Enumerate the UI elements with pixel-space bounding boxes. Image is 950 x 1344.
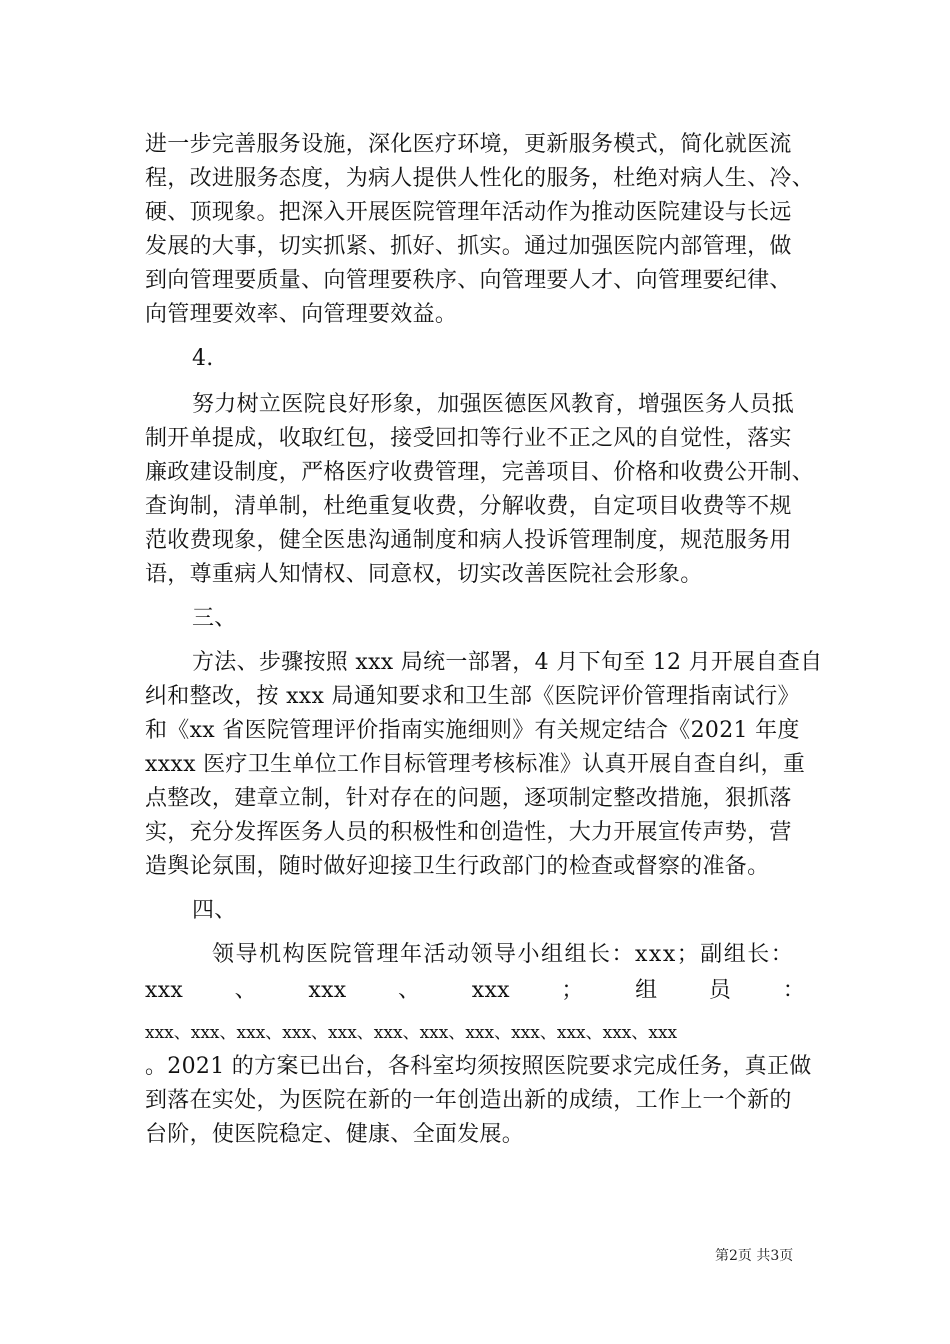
body-line: 硬、顶现象。把深入开展医院管理年活动作为推动医院建设与长远 [145,200,792,225]
body-line: 到向管理要质量、向管理要秩序、向管理要人才、向管理要纪律、 [145,268,792,293]
body-line: 和《xx 省医院管理评价指南实施细则》有关规定结合《2021 年度 [145,718,800,743]
body-line: 廉政建设制度，严格医疗收费管理，完善项目、价格和收费公开制、 [145,460,815,485]
body-line: 领导机构医院管理年活动领导小组组长：xxx；副组长： [212,942,795,967]
footer-current-page: 2 [729,1248,738,1264]
body-line: 台阶，使医院稳定、健康、全面发展。 [145,1122,525,1147]
footer-suffix: 页 [779,1248,794,1264]
body-line: 努力树立医院良好形象，加强医德医风教育，增强医务人员抵 [192,392,795,417]
footer-middle: 页 共 [737,1248,771,1264]
section-heading-4: 4. [192,346,214,371]
body-line: 制开单提成，收取红包，接受回扣等行业不正之风的自觉性，落实 [145,426,792,451]
body-line: 程，改进服务态度，为病人提供人性化的服务，杜绝对病人生、冷、 [145,166,815,191]
body-line: 查询制，清单制，杜绝重复收费，分解收费，自定项目收费等不规 [145,494,792,519]
spread-token: 员 [708,978,732,1003]
body-line: 实，充分发挥医务人员的积极性和创造性，大力开展宣传声势，营 [145,820,792,845]
body-line: 到落在实处，为医院在新的一年创造出新的成绩，工作上一个新的 [145,1088,792,1113]
spread-token: 、 [397,978,421,1003]
spread-token: xxx [471,978,510,1003]
section-heading-3: 三、 [192,606,237,631]
body-line: 范收费现象，健全医患沟通制度和病人投诉管理制度，规范服务用 [145,528,792,553]
body-line: 造舆论氛围，随时做好迎接卫生行政部门的检查或督察的准备。 [145,854,770,879]
members-line: xxx、xxx、xxx、xxx、xxx、xxx、xxx、xxx、xxx、xxx、xxx、xxx [145,1023,678,1043]
body-line: 纠和整改，按 xxx 局通知要求和卫生部《医院评价管理指南试行》 [145,684,800,709]
page-number-footer [715,1246,793,1266]
footer-total-pages: 3 [770,1248,780,1264]
section-heading-4-cn: 四、 [192,898,237,923]
body-line: xxxx 医疗卫生单位工作目标管理考核标准》认真开展自查自纠，重 [145,752,806,777]
body-line: 方法、步骤按照 xxx 局统一部署，4 月下旬至 12 月开展自查自 [192,650,823,675]
spread-line [145,976,805,1006]
body-line: 点整改，建章立制，针对存在的问题，逐项制定整改措施，狠抓落 [145,786,792,811]
body-line: 进一步完善服务设施，深化医疗环境，更新服务模式，简化就医流 [145,132,792,157]
body-line: 发展的大事，切实抓紧、抓好、抓实。通过加强医院内部管理，做 [145,234,792,259]
spread-token: xxx [145,978,184,1003]
spread-token: ： [782,978,805,1003]
spread-token: 组 [635,978,658,1003]
body-line: 语，尊重病人知情权、同意权，切实改善医院社会形象。 [145,562,703,587]
body-line: 向管理要效率、向管理要效益。 [145,302,458,327]
spread-token: ； [561,978,584,1003]
spread-token: xxx [308,978,347,1003]
body-line: 。2021 的方案已出台，各科室均须按照医院要求完成任务，真正做 [145,1054,812,1079]
footer-prefix: 第 [715,1248,729,1264]
spread-token: 、 [234,978,257,1003]
